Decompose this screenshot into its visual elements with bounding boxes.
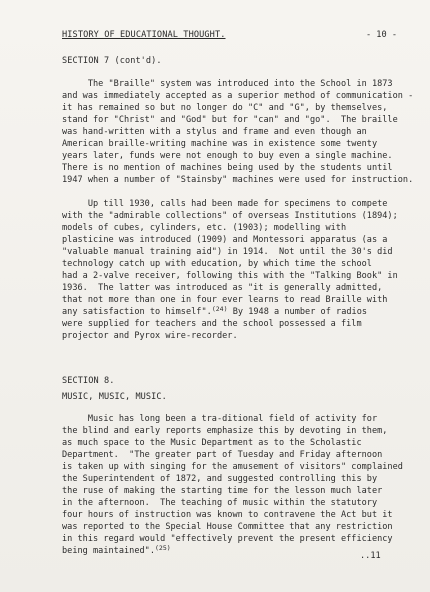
text-line: 1936. The latter was introduced as "it is generally admitted, bbox=[62, 283, 383, 293]
text-line: 1947 when a number of "Stainsby" machines were used for instruction. bbox=[62, 175, 414, 185]
text-line: Up till 1930, calls had been made for specimens to compete bbox=[62, 199, 388, 209]
text-line: Department. "The greater part of Tuesday and Friday afternoon bbox=[62, 450, 383, 460]
text-line: plasticine was introduced (1909) and Montessori apparatus (as a bbox=[62, 235, 388, 245]
text-line: "valuable manual training aid") in 1914. Not until the 30's did bbox=[62, 247, 393, 257]
text-line: is taken up with singing for the amusement of visitors" complained bbox=[62, 462, 403, 472]
text-line: projector and Pyrox wire-recorder. bbox=[62, 331, 238, 341]
page-number: - 10 - bbox=[365, 30, 397, 40]
text-line: stand for "Christ" and "God" but for "can" and "go". The braille bbox=[62, 115, 398, 125]
text-line: had a 2-valve receiver, following this with the "Talking Book" in bbox=[62, 271, 398, 281]
text-line: was hand-written with a stylus and frame and even though an bbox=[62, 127, 367, 137]
text-span: any satisfaction to himself". bbox=[62, 307, 212, 317]
text-line: technology catch up with education, by which time the school bbox=[62, 259, 372, 269]
text-line: was reported to the Special House Committee that any restriction bbox=[62, 522, 393, 532]
text-line: with the "admirable collections" of overseas Institutions (1894); bbox=[62, 211, 398, 221]
text-line: in this regard would "effectively prevent the present efficiency bbox=[62, 534, 393, 544]
section-8-heading: SECTION 8. bbox=[62, 376, 115, 386]
footnote-ref-25: (25) bbox=[154, 544, 171, 552]
text-span: being maintained". bbox=[62, 546, 155, 556]
text-line: the ruse of making the starting time for the lesson much later bbox=[62, 486, 383, 496]
continued-marker: ..11 bbox=[360, 551, 381, 561]
text-line: Music has long been a tra-ditional field of activity for bbox=[62, 414, 378, 424]
text-line: as much space to the Music Department as to the Scholastic bbox=[62, 438, 362, 448]
text-line: the blind and early reports emphasize this by devoting in them, bbox=[62, 426, 388, 436]
text-line: it has remained so but no longer do "C" and "G", by themselves, bbox=[62, 103, 388, 113]
text-line: the Superintendent of 1872, and suggested controlling this by bbox=[62, 474, 378, 484]
document-title: HISTORY OF EDUCATIONAL THOUGHT. bbox=[62, 30, 226, 40]
text-span: By 1948 a number of radios bbox=[227, 307, 368, 317]
footnote-ref-24: (24) bbox=[211, 305, 228, 313]
text-line: models of cubes, cylinders, etc. (1903); modelling with bbox=[62, 223, 347, 233]
section-8-subheading: MUSIC, MUSIC, MUSIC. bbox=[62, 392, 167, 402]
section-7-heading: SECTION 7 (cont'd). bbox=[62, 56, 162, 66]
text-line: There is no mention of machines being used by the students until bbox=[62, 163, 393, 173]
text-line: in the afternoon. The teaching of music within the statutory bbox=[62, 498, 378, 508]
text-line: were supplied for teachers and the school possessed a film bbox=[62, 319, 362, 329]
text-line: The "Braille" system was introduced into the School in 1873 bbox=[62, 79, 393, 89]
text-line: that not more than one in four ever learns to read Braille with bbox=[62, 295, 388, 305]
text-line bbox=[62, 545, 171, 557]
text-line: American braille-writing machine was in existence some twenty bbox=[62, 139, 378, 149]
text-line: years later, funds were not enough to buy even a single machine. bbox=[62, 151, 393, 161]
text-line bbox=[62, 306, 367, 318]
text-line: and was immediately accepted as a superior method of communication - bbox=[62, 91, 414, 101]
page-header bbox=[62, 29, 397, 41]
text-line: four hours of instruction was known to contravene the Act but it bbox=[62, 510, 393, 520]
